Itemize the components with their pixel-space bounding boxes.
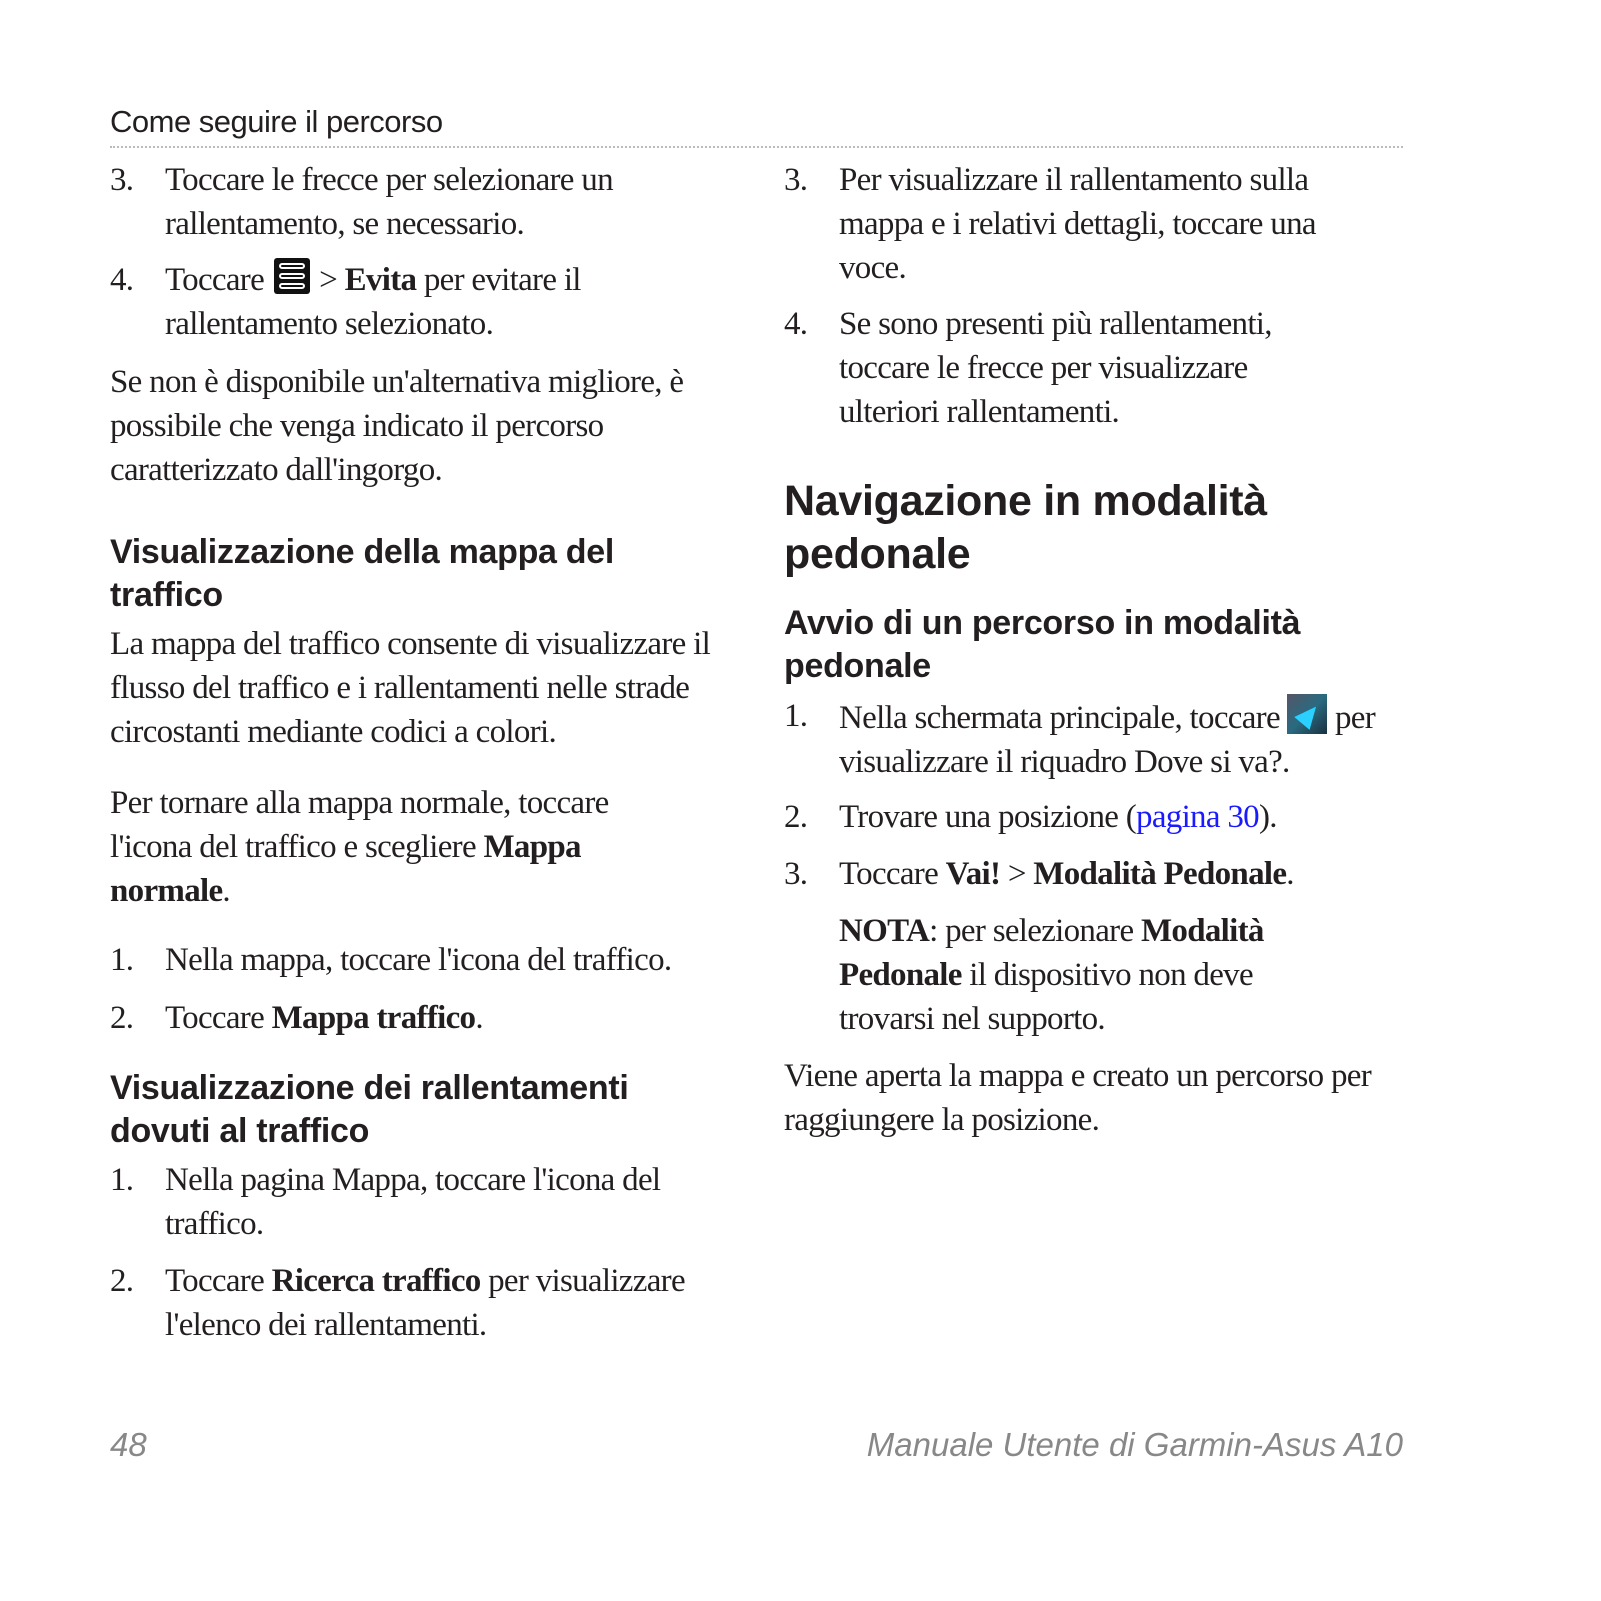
list-number: 2. — [784, 799, 808, 835]
list-item — [784, 795, 1404, 839]
section-heading: Visualizzazione della mappa del traffico — [110, 533, 615, 614]
list-item — [110, 258, 670, 346]
list-text: Nella pagina Mappa, toccare l'icona del traffico. — [165, 1162, 661, 1242]
list-item — [110, 158, 730, 246]
bold-text: Modalità Pedonale — [1033, 856, 1287, 892]
note-label: NOTA — [839, 913, 930, 949]
text: . — [475, 1000, 483, 1036]
text: . — [1286, 856, 1294, 892]
text: Trovare una posizione ( — [839, 799, 1137, 835]
text: Toccare — [839, 856, 946, 892]
list-number: 2. — [110, 1000, 134, 1036]
list-item — [110, 1259, 750, 1347]
text: Nella schermata principale, toccare — [839, 700, 1288, 736]
running-header: Come seguire il percorso — [110, 104, 443, 139]
menu-icon — [274, 258, 310, 294]
text: : per selezionare — [929, 913, 1141, 949]
list-item — [784, 158, 1384, 290]
list-item — [784, 694, 1404, 784]
paragraph: Viene aperta la mappa e creato un percorso per raggiungere la posizione. — [784, 1058, 1371, 1138]
page-number: 48 — [110, 1426, 147, 1463]
text: il dispositivo non deve trovarsi nel supporto. — [839, 957, 1253, 1037]
bold-text: Mappa normale — [110, 829, 581, 909]
bold-text: Vai! — [945, 856, 1001, 892]
chapter-heading: Navigazione in modalità pedonale — [784, 477, 1267, 578]
list-number: 1. — [110, 942, 134, 978]
text: > — [311, 262, 345, 298]
list-text: Per visualizzare il rallentamento sulla mappa e i relativi dettagli, toccare una voce. — [839, 162, 1316, 286]
paragraph — [110, 781, 670, 913]
list-text — [839, 795, 1404, 839]
text: ). — [1258, 799, 1277, 835]
manual-title: Manuale Utente di Garmin-Asus A10 — [866, 1426, 1403, 1463]
list-item — [110, 1158, 730, 1246]
text: per visualizzare il riquadro Dove si va?. — [839, 700, 1376, 780]
section-heading: Visualizzazione dei rallentamenti dovuti al traffico — [110, 1069, 629, 1150]
list-number: 1. — [110, 1162, 134, 1198]
text: Toccare — [165, 1000, 272, 1036]
text: Toccare — [165, 262, 265, 298]
list-number: 3. — [110, 162, 134, 198]
list-text — [165, 1259, 750, 1347]
list-number: 2. — [110, 1263, 134, 1299]
list-number: 3. — [784, 856, 808, 892]
text: . — [222, 873, 230, 909]
list-item — [784, 852, 1404, 896]
list-text — [165, 996, 750, 1040]
text: Toccare — [165, 1263, 272, 1299]
list-text: Toccare le frecce per selezionare un rallentamento, se necessario. — [165, 162, 613, 242]
section-heading: Avvio di un percorso in modalità pedonale — [784, 604, 1301, 685]
text: per evitare il rallentamento selezionato. — [165, 262, 581, 342]
text: Per tornare alla mappa normale, toccare l'icona del traffico e scegliere — [110, 785, 609, 865]
paragraph: La mappa del traffico consente di visualizzare il flusso del traffico e i rallentamenti nelle strade circostanti mediante codici a colori. — [110, 626, 711, 750]
list-item — [110, 996, 750, 1040]
list-number: 1. — [784, 698, 808, 734]
bold-text: Ricerca traffico — [271, 1263, 481, 1299]
paragraph: Se non è disponibile un'alternativa migliore, è possibile che venga indicato il percorso caratterizzato dall'ingorgo. — [110, 364, 684, 488]
list-text — [165, 258, 670, 346]
text: > — [1000, 856, 1034, 892]
list-text — [839, 852, 1404, 896]
list-text — [839, 694, 1404, 784]
list-item — [784, 302, 1344, 434]
bold-text: Mappa traffico — [271, 1000, 476, 1036]
bold-text: Evita — [344, 262, 417, 298]
list-number: 4. — [784, 306, 808, 342]
note — [839, 909, 1319, 1041]
bold-text: Modalità Pedonale — [839, 913, 1264, 993]
page-link[interactable]: pagina 30 — [1136, 799, 1259, 835]
list-text: Se sono presenti più rallentamenti, toccare le frecce per visualizzare ulteriori rallentamenti. — [839, 306, 1272, 430]
where-to-navigation-icon — [1287, 694, 1327, 734]
list-number: 3. — [784, 162, 808, 198]
list-item — [110, 938, 750, 982]
list-number: 4. — [110, 262, 134, 298]
header-divider — [110, 146, 1403, 148]
list-text: Nella mappa, toccare l'icona del traffico. — [165, 942, 672, 978]
text: per visualizzare l'elenco dei rallentamenti. — [165, 1263, 685, 1343]
